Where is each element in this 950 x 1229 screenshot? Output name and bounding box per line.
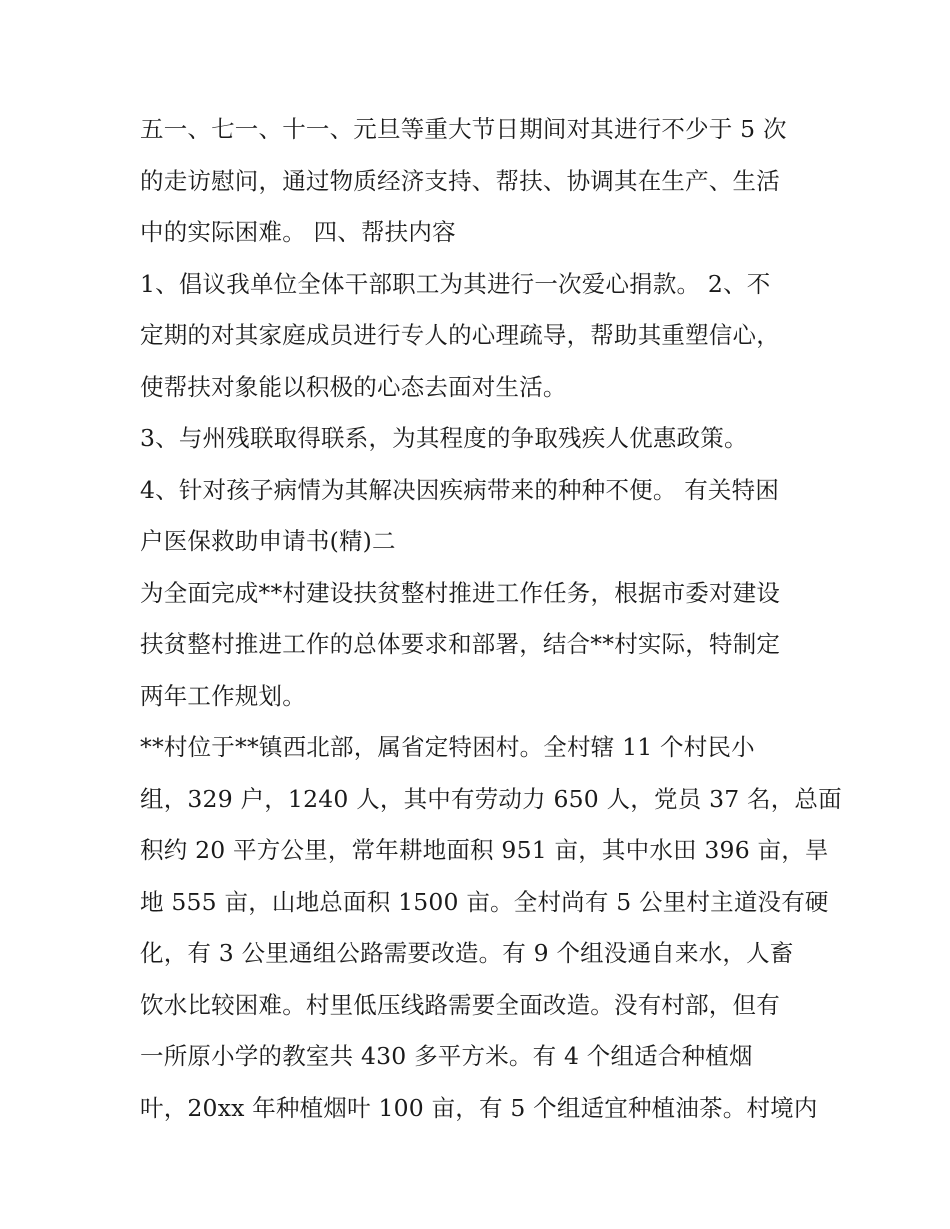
text-line: 地 555 亩，山地总面积 1500 亩。全村尚有 5 公里村主道没有硬 [140, 887, 829, 916]
text-line: 户医保救助申请书(精)二 [140, 527, 396, 555]
text-line: 五一、七一、十一、元旦等重大节日期间对其进行不少于 5 次 [140, 115, 787, 143]
text-line: 扶贫整村推进工作的总体要求和部署，结合**村实际，特制定 [140, 630, 781, 658]
text-line: 4、针对孩子病情为其解决因疾病带来的种种不便。 有关特困 [140, 475, 780, 504]
text-line: 的走访慰问，通过物质经济支持、帮扶、协调其在生产、生活 [140, 166, 780, 195]
text-line: 定期的对其家庭成员进行专人的心理疏导，帮助其重塑信心， [140, 321, 780, 349]
text-line: 3、与州残联取得联系，为其程度的争取残疾人优惠政策。 [140, 424, 748, 452]
text-line: 一所原小学的教室共 430 多平方米。有 4 个组适合种植烟 [140, 1042, 753, 1070]
text-line: 两年工作规划。 [140, 681, 306, 710]
text-line: 叶，20xx 年种植烟叶 100 亩，有 5 个组适宜种植油茶。村境内 [140, 1093, 818, 1122]
text-line: **村位于**镇西北部，属省定特困村。全村辖 11 个村民小 [140, 733, 755, 761]
text-line: 1、倡议我单位全体干部职工为其进行一次爱心捐款。 2、不 [140, 269, 771, 298]
text-line: 积约 20 平方公里，常年耕地面积 951 亩，其中水田 396 亩，旱 [140, 836, 829, 864]
text-line: 化，有 3 公里通组公路需要改造。有 9 个组没通自来水，人畜 [140, 939, 794, 967]
text-line: 中的实际困难。 四、帮扶内容 [140, 218, 456, 246]
text-line: 组，329 户，1240 人，其中有劳动力 650 人，党员 37 名，总面 [140, 784, 842, 813]
text-line: 为全面完成**村建设扶贫整村推进工作任务，根据市委对建设 [140, 578, 781, 607]
document-body [140, 104, 842, 1134]
text-line: 饮水比较困难。村里低压线路需要全面改造。没有村部，但有 [140, 990, 780, 1019]
text-line: 使帮扶对象能以积极的心态去面对生活。 [140, 372, 567, 401]
